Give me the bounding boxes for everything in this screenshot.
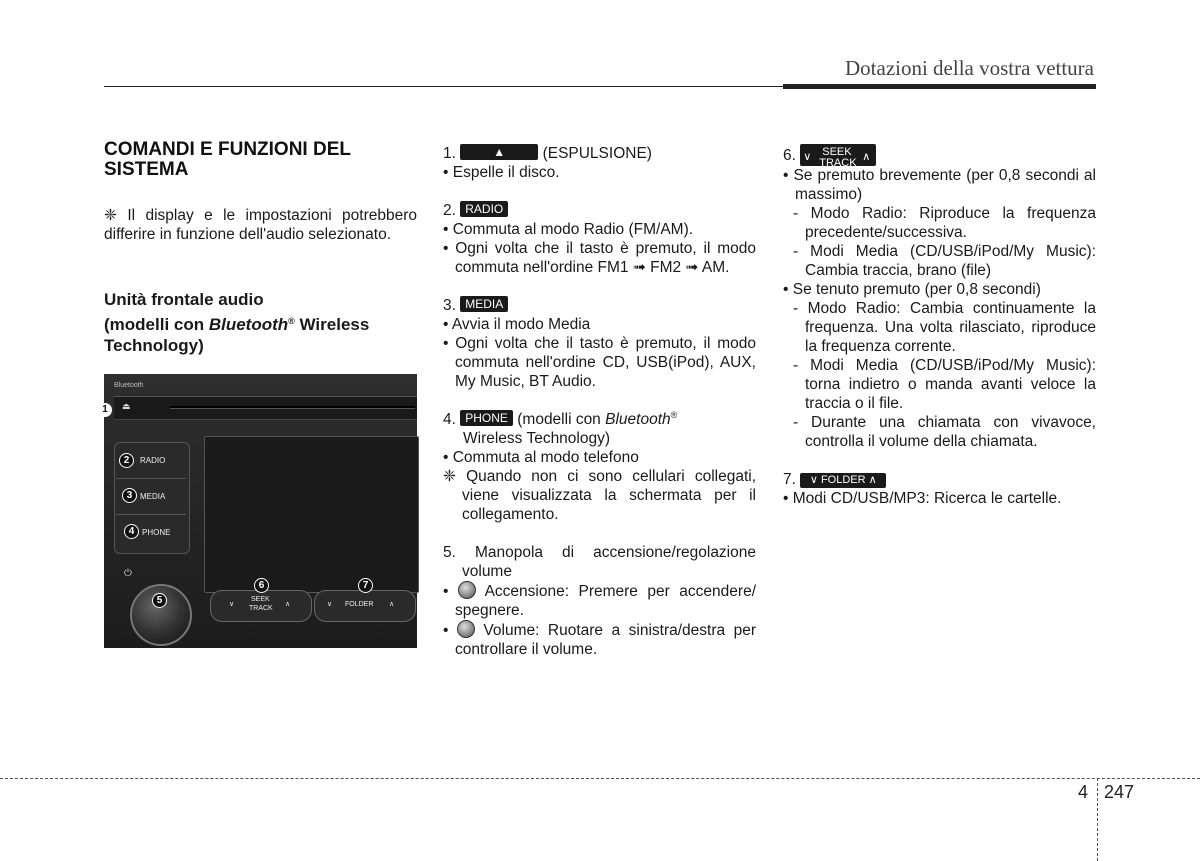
item-6-bullet-2: • Se tenuto premuto (per 0,8 secondi) <box>783 281 1041 298</box>
media-button-label: MEDIA <box>140 492 166 501</box>
chevron-up-icon: ∧ <box>389 601 395 608</box>
cd-slot <box>170 406 415 409</box>
seek-track-chip: ∨ SEEK TRACK ∧ <box>800 144 876 166</box>
item-7-bullet: • Modi CD/USB/MP3: Ricerca le cartelle. <box>783 490 1062 507</box>
item-2-bullet-2: • Ogni volta che il tasto è premuto, il modo commuta nell'ordine FM1 ➟ FM2 ➟ AM. <box>443 240 756 276</box>
chevron-down-icon: ∨ <box>809 474 818 486</box>
item-4-title: 4. PHONE (modelli con Bluetooth® <box>443 410 678 428</box>
item-5-title: 5. Manopola di accensione/regolazione volume <box>443 544 756 580</box>
item-6-dash-1: - Modo Radio: Riproduce la frequenza precedente/successiva. <box>793 205 1096 241</box>
item-5-bullet-1: • Accensione: Premere per accendere/ spegnere. <box>443 583 757 619</box>
chevron-up-icon: ∧ <box>862 151 871 163</box>
item-1-bullet: • Espelle il disco. <box>443 164 560 181</box>
item-6-dash-5: - Durante una chiamata con vivavoce, controlla il volume della chiamata. <box>793 414 1096 450</box>
knob-icon <box>457 620 475 638</box>
chevron-up-icon: ∧ <box>285 601 291 608</box>
display-note <box>104 206 417 244</box>
item-5-bullet-2: • Volume: Ruotare a sinistra/destra per controllare il volume. <box>443 622 756 658</box>
item-2-bullet-1: • Commuta al modo Radio (FM/AM). <box>443 221 694 238</box>
note-mark: ❈ <box>104 207 117 224</box>
page-number: 247 <box>1104 782 1135 802</box>
phone-button-label: PHONE <box>142 528 171 537</box>
callout-4: 4 <box>124 524 139 539</box>
radio-button-label: RADIO <box>140 456 166 465</box>
section-heading: COMANDI E FUNZIONI DEL SISTEMA <box>104 139 351 180</box>
item-6-title: 6. ∨ SEEK TRACK ∧ <box>783 144 1096 166</box>
item-3-bullet-2: • Ogni volta che il tasto è premuto, il modo commuta nell'ordine CD, USB(iPod), AUX, My Music, BT Audio. <box>443 335 756 390</box>
callout-5: 5 <box>152 593 167 608</box>
item-4-note: ❈ Quando non ci sono cellulari collegati, viene visualizzata la schermata per il collegamento. <box>443 468 756 523</box>
radio-chip: RADIO <box>460 201 508 217</box>
callout-6: 6 <box>254 578 269 593</box>
knob-icon <box>458 581 476 599</box>
chevron-up-icon: ∧ <box>868 474 877 486</box>
chevron-down-icon: ∨ <box>229 601 235 608</box>
column-3 <box>783 144 1096 508</box>
header-rule-thick <box>783 84 1096 89</box>
callout-3: 3 <box>122 488 137 503</box>
subheading-head-unit: Unità frontale audio <box>104 290 264 309</box>
phone-chip: PHONE <box>460 410 513 426</box>
button-divider <box>116 478 186 479</box>
item-4-bullet: • Commuta al modo telefono <box>443 449 639 466</box>
item-6-dash-2: - Modi Media (CD/USB/iPod/My Music): Cambia traccia, brano (file) <box>793 243 1096 279</box>
callout-1: 1 <box>98 403 112 417</box>
footer-dashed-rule <box>0 778 1200 779</box>
item-4-title-cont: Wireless Technology) <box>463 430 611 447</box>
item-3-bullet-1: • Avvia il modo Media <box>443 316 591 333</box>
item-6-dash-4: - Modi Media (CD/USB/iPod/My Music): torna indietro o manda avanti veloce la traccia o il file. <box>793 357 1096 412</box>
media-chip: MEDIA <box>460 296 508 312</box>
chevron-down-icon: ∨ <box>803 151 812 163</box>
eject-icon: ⏏ <box>122 401 131 411</box>
folder-chip: ∨ FOLDER ∧ <box>800 473 886 488</box>
eject-chip: ▲ <box>460 144 538 160</box>
audio-head-unit-photo <box>104 374 417 648</box>
item-6-bullet-1: • Se premuto brevemente (per 0,8 secondi al massimo) <box>783 167 1096 203</box>
chevron-down-icon: ∨ <box>327 601 333 608</box>
item-6-dash-3: - Modo Radio: Cambia continuamente la frequenza. Una volta rilasciato, riproduce la frequenza corrente. <box>793 300 1096 355</box>
running-head: Dotazioni della vostra vettura <box>845 56 1094 80</box>
chapter-number: 4 <box>1078 782 1089 802</box>
callout-7: 7 <box>358 578 373 593</box>
bluetooth-logo: Bluetooth <box>114 382 144 389</box>
item-2-title: 2. RADIO <box>443 201 756 220</box>
item-1-title: 1. ▲ (ESPULSIONE) <box>443 145 652 162</box>
note-text: Il display e le impostazioni potrebbero differire in funzione dell'audio selezionato. <box>104 207 417 243</box>
seek-track-button: ∨ SEEK TRACK ∧ <box>210 590 312 622</box>
footer-dashed-divider <box>1097 778 1098 861</box>
subheading-models: (modelli con Bluetooth® Wireless Technology) <box>104 315 370 355</box>
item-3-title: 3. MEDIA <box>443 296 756 315</box>
callout-2: 2 <box>119 453 134 468</box>
item-7-title: 7. ∨ FOLDER ∧ <box>783 470 1096 489</box>
folder-button: ∨ FOLDER ∧ <box>314 590 416 622</box>
column-2 <box>443 144 756 659</box>
display-screen <box>204 436 419 593</box>
power-icon: ⏻ <box>124 568 132 579</box>
button-divider <box>116 514 186 515</box>
